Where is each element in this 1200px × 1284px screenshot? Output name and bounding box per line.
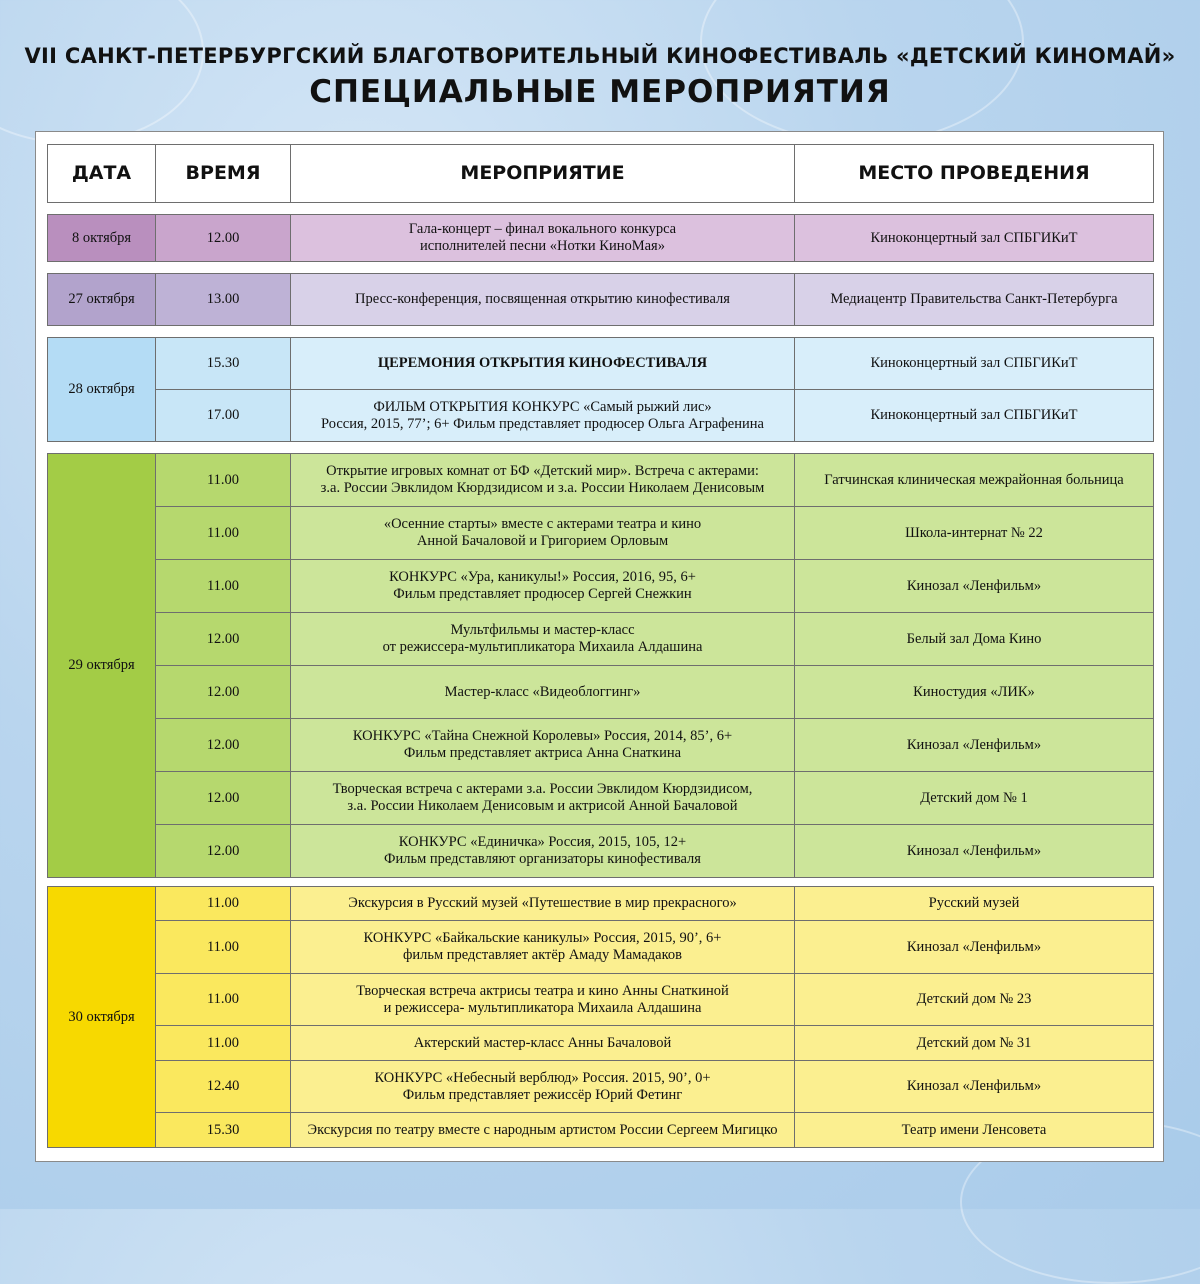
table-row <box>48 887 1154 921</box>
table-row <box>48 666 1154 719</box>
event-cell: Открытие игровых комнат от БФ «Детский мир». Встреча с актерами: з.а. России Эвклидом Кюрдзидисом и з.а. России Николаем Денисовым <box>291 454 795 507</box>
time-cell: 11.00 <box>156 454 291 507</box>
table-row <box>48 974 1154 1026</box>
table-row <box>48 719 1154 772</box>
table-row <box>48 274 1154 326</box>
schedule-group <box>47 886 1154 1148</box>
time-cell: 12.00 <box>156 666 291 719</box>
date-cell: 27 октября <box>48 274 156 326</box>
event-cell: Мастер-класс «Видеоблоггинг» <box>291 666 795 719</box>
table-row <box>48 338 1154 390</box>
event-cell: Экскурсия по театру вместе с народным артистом России Сергеем Мигицко <box>291 1113 795 1148</box>
column-header-venue: МЕСТО ПРОВЕДЕНИЯ <box>795 145 1154 203</box>
event-cell: КОНКУРС «Единичка» Россия, 2015, 105, 12+ Фильм представляют организаторы кинофестиваля <box>291 825 795 878</box>
table-row <box>48 1113 1154 1148</box>
time-cell: 11.00 <box>156 507 291 560</box>
time-cell: 11.00 <box>156 974 291 1026</box>
time-cell: 11.00 <box>156 921 291 974</box>
table-row <box>48 560 1154 613</box>
table-row <box>48 1061 1154 1113</box>
schedule-group <box>47 453 1154 878</box>
event-cell: КОНКУРС «Небесный верблюд» Россия. 2015, 90’, 0+ Фильм представляет режиссёр Юрий Фетинг <box>291 1061 795 1113</box>
venue-cell: Детский дом № 1 <box>795 772 1154 825</box>
time-cell: 12.40 <box>156 1061 291 1113</box>
venue-cell: Школа-интернат № 22 <box>795 507 1154 560</box>
venue-cell: Кинозал «Ленфильм» <box>795 560 1154 613</box>
time-cell: 13.00 <box>156 274 291 326</box>
column-header-time: ВРЕМЯ <box>156 145 291 203</box>
table-row <box>48 454 1154 507</box>
venue-cell: Детский дом № 23 <box>795 974 1154 1026</box>
venue-cell: Кинозал «Ленфильм» <box>795 719 1154 772</box>
time-cell: 12.00 <box>156 215 291 262</box>
venue-cell: Киноконцертный зал СПБГИКиТ <box>795 338 1154 390</box>
background-swirl <box>0 0 204 144</box>
schedule-group <box>47 337 1154 442</box>
table-row <box>48 772 1154 825</box>
time-cell: 15.30 <box>156 1113 291 1148</box>
event-cell: ЦЕРЕМОНИЯ ОТКРЫТИЯ КИНОФЕСТИВАЛЯ <box>291 338 795 390</box>
venue-cell: Кинозал «Ленфильм» <box>795 825 1154 878</box>
venue-cell: Киноконцертный зал СПБГИКиТ <box>795 215 1154 262</box>
venue-cell: Медиацентр Правительства Санкт-Петербурга <box>795 274 1154 326</box>
venue-cell: Кинозал «Ленфильм» <box>795 921 1154 974</box>
date-cell: 30 октября <box>48 887 156 1148</box>
venue-cell: Русский музей <box>795 887 1154 921</box>
time-cell: 12.00 <box>156 772 291 825</box>
venue-cell: Белый зал Дома Кино <box>795 613 1154 666</box>
table-row <box>48 507 1154 560</box>
date-cell: 28 октября <box>48 338 156 442</box>
table-row <box>48 215 1154 262</box>
table-row <box>48 1026 1154 1061</box>
event-cell: Пресс-конференция, посвященная открытию кинофестиваля <box>291 274 795 326</box>
event-cell: Творческая встреча актрисы театра и кино Анны Снаткиной и режиссера- мультипликатора Михаила Алдашина <box>291 974 795 1026</box>
event-cell: ФИЛЬМ ОТКРЫТИЯ КОНКУРС «Самый рыжий лис» Россия, 2015, 77’; 6+ Фильм представляет продюсер Ольга Аграфенина <box>291 390 795 442</box>
venue-cell: Гатчинская клиническая межрайонная больница <box>795 454 1154 507</box>
event-cell: Творческая встреча с актерами з.а. России Эвклидом Кюрдзидисом, з.а. России Николаем Денисовым и актрисой Анной Бачаловой <box>291 772 795 825</box>
table-row <box>48 613 1154 666</box>
table-row <box>48 825 1154 878</box>
time-cell: 12.00 <box>156 613 291 666</box>
event-cell: Мультфильмы и мастер-класс от режиссера-мультипликатора Михаила Алдашина <box>291 613 795 666</box>
event-cell: КОНКУРС «Байкальские каникулы» Россия, 2015, 90’, 6+ фильм представляет актёр Амаду Мамадаков <box>291 921 795 974</box>
venue-cell: Театр имени Ленсовета <box>795 1113 1154 1148</box>
venue-cell: Кинозал «Ленфильм» <box>795 1061 1154 1113</box>
time-cell: 15.30 <box>156 338 291 390</box>
time-cell: 11.00 <box>156 887 291 921</box>
event-cell: КОНКУРС «Ура, каникулы!» Россия, 2016, 95, 6+ Фильм представляет продюсер Сергей Снежкин <box>291 560 795 613</box>
venue-cell: Киностудия «ЛИК» <box>795 666 1154 719</box>
event-cell: «Осенние старты» вместе с актерами театра и кино Анной Бачаловой и Григорием Орловым <box>291 507 795 560</box>
schedule-group <box>47 273 1154 326</box>
schedule-group <box>47 214 1154 262</box>
time-cell: 11.00 <box>156 1026 291 1061</box>
schedule-header <box>47 144 1154 203</box>
time-cell: 11.00 <box>156 560 291 613</box>
event-cell: КОНКУРС «Тайна Снежной Королевы» Россия, 2014, 85’, 6+ Фильм представляет актриса Анна Снаткина <box>291 719 795 772</box>
time-cell: 12.00 <box>156 825 291 878</box>
venue-cell: Киноконцертный зал СПБГИКиТ <box>795 390 1154 442</box>
table-row <box>48 390 1154 442</box>
event-cell: Гала-концерт – финал вокального конкурса исполнителей песни «Нотки КиноМая» <box>291 215 795 262</box>
venue-cell: Детский дом № 31 <box>795 1026 1154 1061</box>
date-cell: 29 октября <box>48 454 156 878</box>
table-row <box>48 921 1154 974</box>
event-cell: Экскурсия в Русский музей «Путешествие в мир прекрасного» <box>291 887 795 921</box>
page-title: СПЕЦИАЛЬНЫЕ МЕРОПРИЯТИЯ <box>309 74 891 110</box>
column-header-event: МЕРОПРИЯТИЕ <box>291 145 795 203</box>
date-cell: 8 октября <box>48 215 156 262</box>
background-swirl <box>700 0 1024 144</box>
column-header-date: ДАТА <box>48 145 156 203</box>
time-cell: 12.00 <box>156 719 291 772</box>
festival-title: VII САНКТ-ПЕТЕРБУРГСКИЙ БЛАГОТВОРИТЕЛЬНЫЙ КИНОФЕСТИВАЛЬ «ДЕТСКИЙ КИНОМАЙ» <box>24 44 1176 68</box>
time-cell: 17.00 <box>156 390 291 442</box>
event-cell: Актерский мастер-класс Анны Бачаловой <box>291 1026 795 1061</box>
